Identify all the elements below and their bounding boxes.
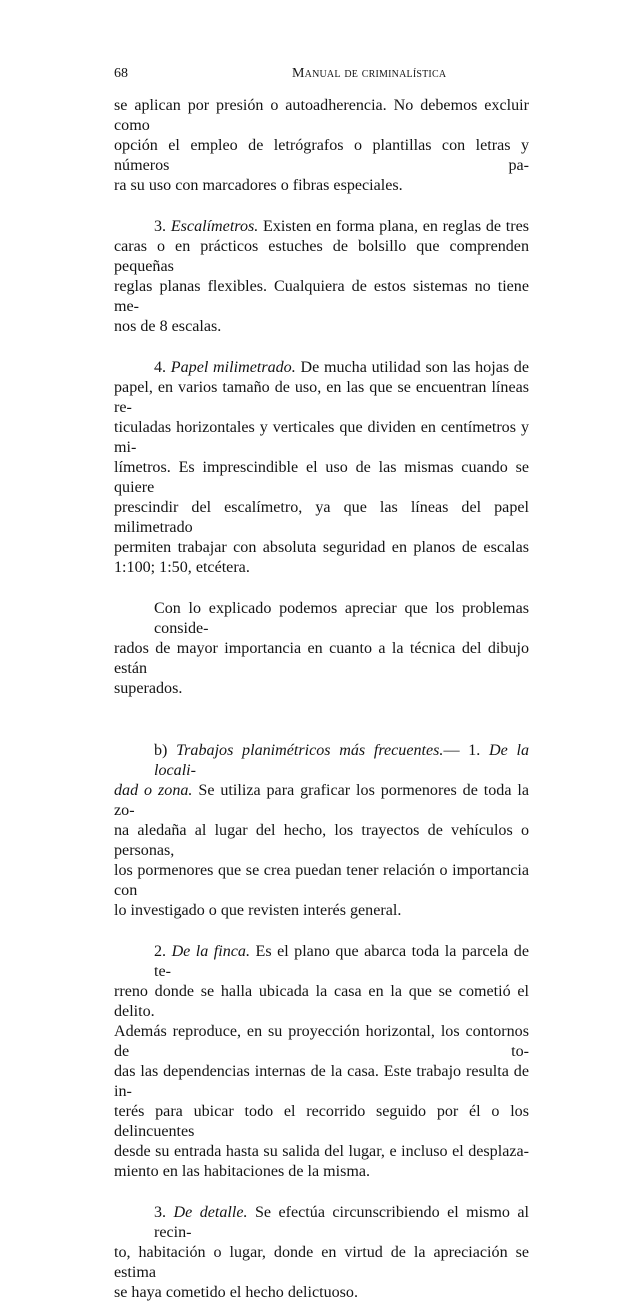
text-fragment: De mucha utilidad son las hojas de <box>300 359 529 376</box>
text-line: 1:100; 1:50, etcétera. <box>114 559 250 576</box>
text-line: lo investigado o que revisten interés general. <box>114 902 402 919</box>
text-fragment: Existen en forma plana, en reglas de tres <box>263 218 530 235</box>
paragraph-conclusion <box>114 599 529 699</box>
text-line: permiten trabajar con absoluta seguridad en planos de escalas <box>114 539 529 556</box>
text-line: to, habitación o lugar, donde en virtud de la apreciación se estima <box>114 1244 529 1281</box>
page-number: 68 <box>114 66 128 81</box>
text-line: se aplican por presión o autoadherencia. No debemos excluir como <box>114 97 529 134</box>
text-line: papel, en varios tamaño de uso, en las que se encuentran líneas re- <box>114 379 529 416</box>
text-fragment: Se utiliza para graficar los pormenores de toda la zo- <box>114 782 529 819</box>
text-line: terés para ubicar todo el recorrido seguido por él o los delincuentes <box>114 1103 529 1140</box>
paragraph-escalimetros <box>114 217 529 337</box>
text-line: reglas planas flexibles. Cualquiera de estos sistemas no tiene me- <box>114 278 529 315</box>
text-line: límetros. Es imprescindible el uso de las mismas cuando se quiere <box>114 459 529 496</box>
text-line: na aledaña al lugar del hecho, los trayectos de vehículos o personas, <box>114 822 529 859</box>
item-number: 4. <box>154 359 167 376</box>
item-number: 2. <box>154 943 167 960</box>
paragraph-de-la-finca <box>114 942 529 1182</box>
text-line: ticuladas horizontales y verticales que dividen en centímetros y mi- <box>114 419 529 456</box>
text-line: caras o en prácticos estuches de bolsillo que comprenden pequeñas <box>114 238 529 275</box>
text-line: los pormenores que se crea puedan tener relación o importancia con <box>114 862 529 899</box>
page-header <box>114 66 529 86</box>
body-text <box>114 96 529 1303</box>
text-fragment: Se efectúa circunscribiendo el mismo al recin- <box>154 1204 529 1241</box>
item-number: — 1. <box>443 742 481 759</box>
text-line: se haya cometido el hecho delictuoso. <box>114 1284 359 1301</box>
item-number: 3. <box>154 1204 167 1221</box>
paragraph-de-detalle <box>114 1203 529 1303</box>
text-line: desde su entrada hasta su salida del lugar, e incluso el desplaza- <box>114 1143 529 1160</box>
text-line: Además reproduce, en su proyección horizontal, los contornos de to- <box>114 1023 529 1060</box>
text-line: miento en las habitaciones de la misma. <box>114 1163 371 1180</box>
text-line <box>114 358 529 378</box>
text-line: das las dependencias internas de la casa. Este trabajo resulta de in- <box>114 1063 529 1100</box>
text-line <box>114 741 529 781</box>
text-line <box>114 1203 529 1243</box>
text-line: rados de mayor importancia en cuanto a la técnica del dibujo están <box>114 640 529 677</box>
text-line <box>114 942 529 982</box>
item-term: De la locali- <box>154 742 529 779</box>
text-line <box>114 217 529 237</box>
item-term: Papel milimetrado. <box>170 359 296 376</box>
text-line: rreno donde se halla ubicada la casa en la que se cometió el delito. <box>114 983 529 1020</box>
paragraph-continuation <box>114 96 529 196</box>
paragraph-trabajos-planimetricos <box>114 741 529 921</box>
item-number: 3. <box>154 218 167 235</box>
text-line: ra su uso con marcadores o fibras especiales. <box>114 177 403 194</box>
section-heading: Trabajos planimétricos más frecuentes. <box>176 742 444 759</box>
running-title: Manual de criminalística <box>292 66 447 81</box>
paragraph-papel-milimetrado <box>114 358 529 578</box>
text-line: prescindir del escalímetro, ya que las líneas del papel milimetrado <box>114 499 529 536</box>
text-line <box>114 781 529 821</box>
item-term: dad o zona. <box>114 782 193 799</box>
text-line: Con lo explicado podemos apreciar que los problemas conside- <box>154 600 529 637</box>
item-term: De la finca. <box>171 943 251 960</box>
text-fragment: Es el plano que abarca toda la parcela de te- <box>154 943 529 980</box>
text-line: superados. <box>114 680 183 697</box>
item-term: Escalímetros. <box>170 218 259 235</box>
text-line: opción el empleo de letrógrafos o plantillas con letras y números pa- <box>114 137 529 174</box>
text-line: nos de 8 escalas. <box>114 318 222 335</box>
item-term: De detalle. <box>173 1204 248 1221</box>
section-label: b) <box>154 742 168 759</box>
